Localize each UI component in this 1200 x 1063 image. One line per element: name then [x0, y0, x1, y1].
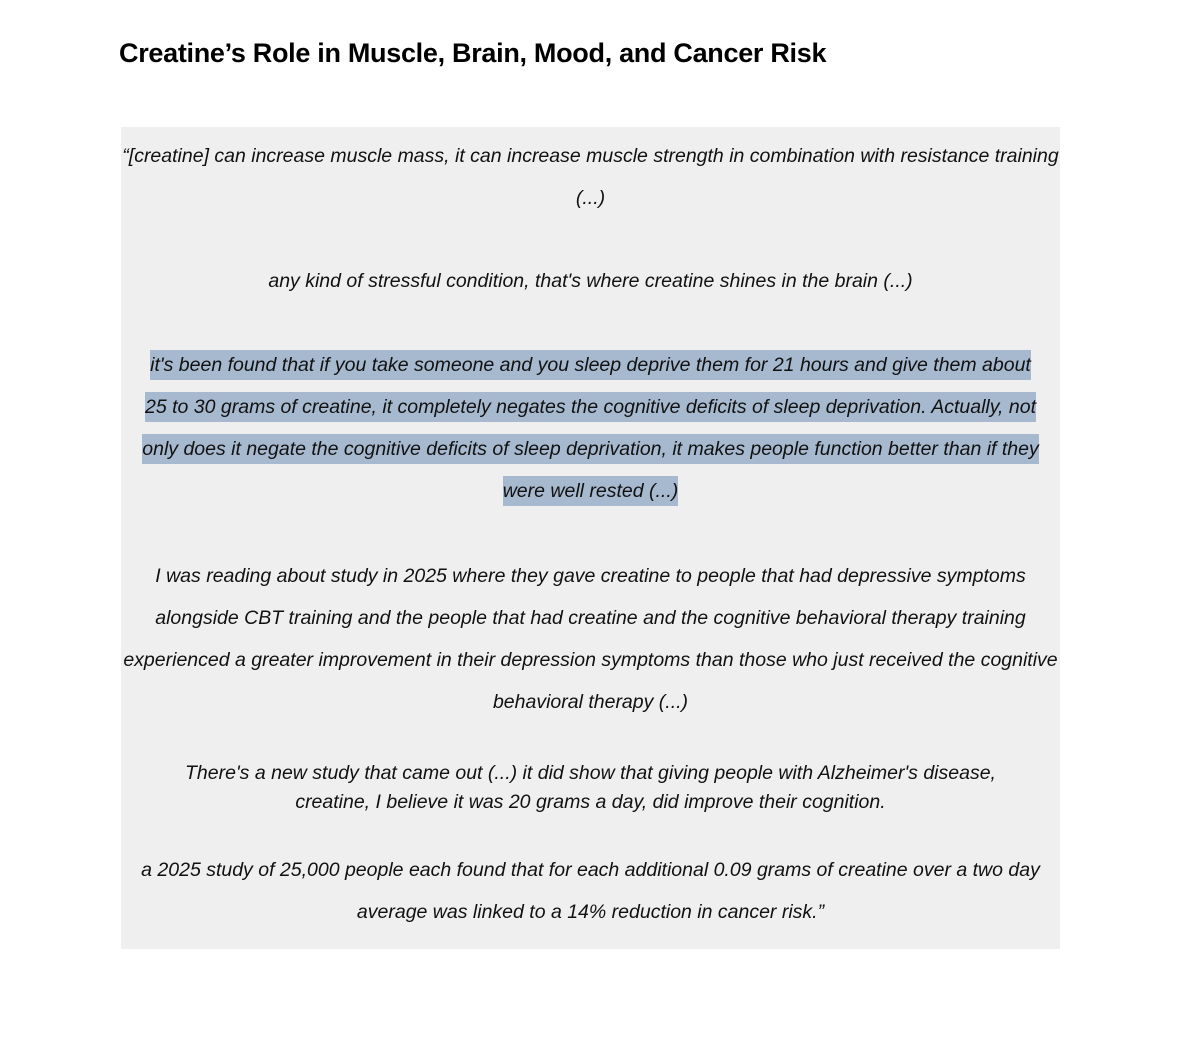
quote-paragraph-depression: I was reading about study in 2025 where they gave creatine to people that had depressive symptoms alongside CBT training and the people that had creatine and the cognitive behavioral therapy training experienced a greater improvement in their depression symptoms than those who just received the cognitive behavioral therapy (...) [123, 565, 1058, 713]
quote-paragraph-muscle: “[creatine] can increase muscle mass, it can increase muscle strength in combination with resistance training (...) [122, 145, 1059, 209]
selected-text-highlight[interactable]: it's been found that if you take someone and you sleep deprive them for 21 hours and give them about 25 to 30 grams of creatine, it completely negates the cognitive deficits of sleep deprivation. Actually, not only does it negate the cognitive deficits of sleep deprivation, it makes people function better than if they were well rested (...) [142, 350, 1038, 506]
document-title: Creatine’s Role in Muscle, Brain, Mood, and Cancer Risk [119, 38, 827, 68]
quote-paragraph-sleep[interactable] [121, 344, 1060, 512]
quote-block [121, 127, 1060, 949]
quote-paragraph-brain: any kind of stressful condition, that's where creatine shines in the brain (...) [268, 270, 913, 292]
quote-paragraph-alzheimers: There's a new study that came out (...) it did show that giving people with Alzheimer's disease, creatine, I believe it was 20 grams a day, did improve their cognition. [185, 762, 996, 813]
quote-paragraph-cancer: a 2025 study of 25,000 people each found that for each additional 0.09 grams of creatine over a two day average was linked to a 14% reduction in cancer risk.” [141, 859, 1040, 923]
